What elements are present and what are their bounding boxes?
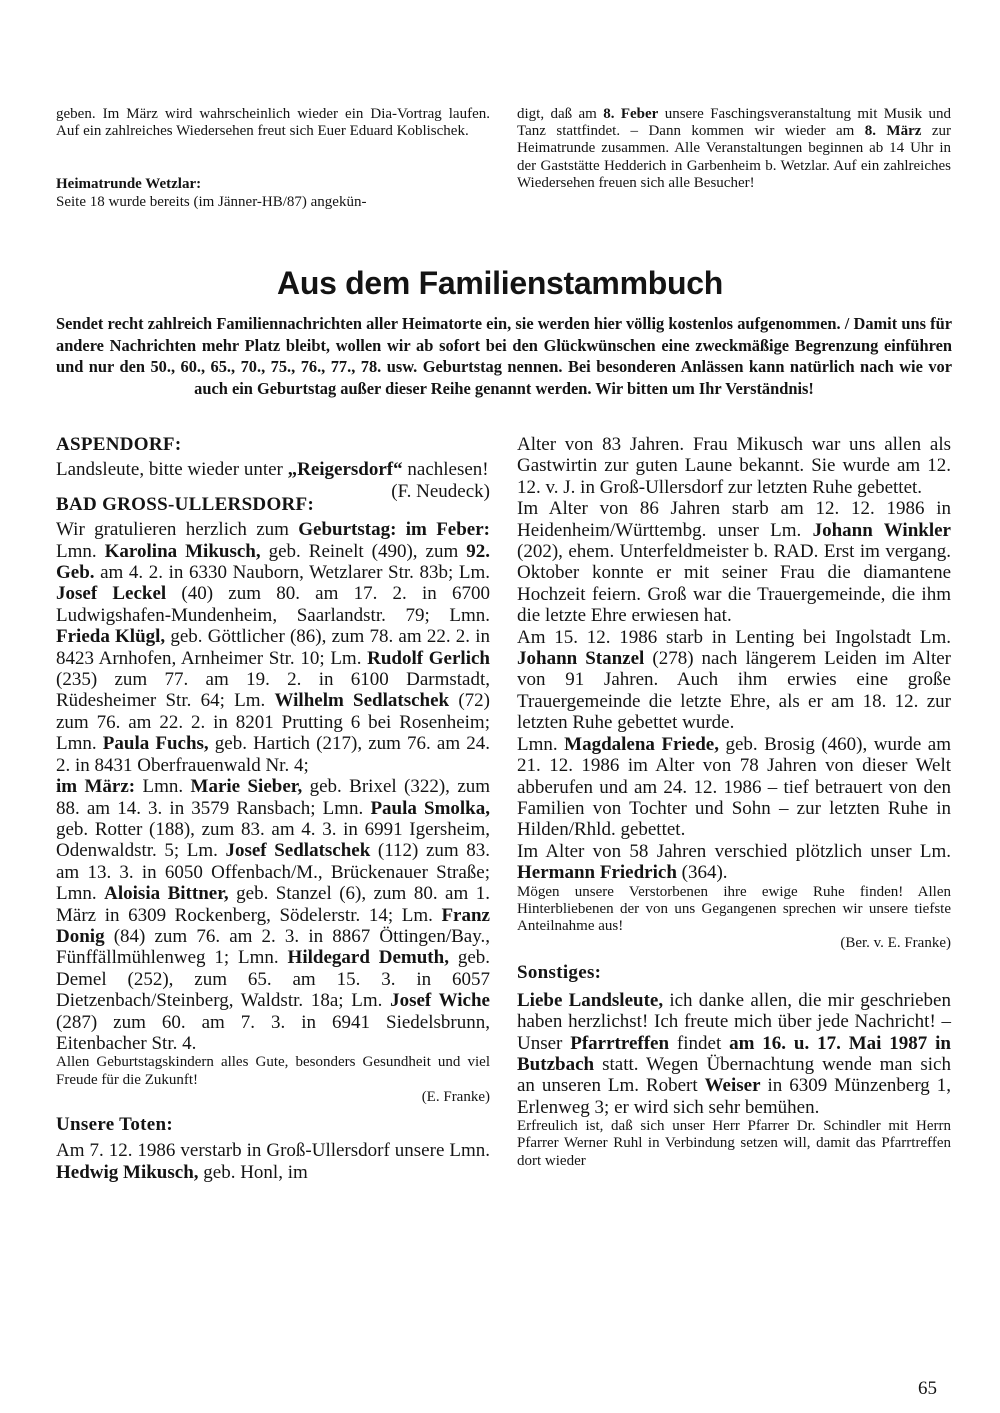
aspendorf-signature: (F. Neudeck) — [391, 480, 490, 502]
birthday-wishes: Allen Geburtstagskindern alles Gute, besonders Gesundheit und viel Freude für die Zukunft! — [56, 1054, 490, 1088]
wetzlar-continuation: digt, daß am 8. Feber unsere Faschingsveranstaltung mit Musik und Tanz stattfindet. – Dann kommen wir wieder am 8. März zur Heimatrunde zusammen. Alle Veranstaltungen beginnen ab 14 Uhr in der Gaststätte Hedderich in Garbenheim b. Wetzlar. Auf ein zahlreiches Wiedersehen freuen sich alle Besucher! — [517, 106, 951, 191]
feber-birthdays: Wir gratulieren herzlich zum Geburtstag: im Feber: Lmn. Karolina Mikusch, geb. Reinelt (490), zum 92. Geb. am 4. 2. in 6330 Nauborn, Wetzlarer Str. 83b; Lm. Josef Leckel (40) zum 80. am 17. 2. in 6700 Ludwigshafen-Mundenheim, Saarlandstr. 79; Lmn. Frieda Klügl, geb. Göttlicher (86), zum 78. am 22. 2. in 8423 Arnhofen, Arnheimer Str. 10; Lm. Rudolf Gerlich (235) zum 77. am 19. 2. in 6100 Darmstadt, Rüdesheimer Str. 64; Lm. Wilhelm Sedlatschek (72) zum 76. am 22. 2. in 8201 Prutting 6 bei Rosenheim; Lmn. Paula Fuchs, geb. Hartich (217), zum 76. am 24. 2. in 8431 Oberfrauenwald Nr. 4; — [56, 519, 491, 776]
winkler-obituary: Im Alter von 86 Jahren starb am 12. 12. 1986 in Heidenheim/Württembg. unser Lm. Johann Winkler (202), ehem. Unterfeldmeister b. RAD. Erst im vergang. Oktober konnte er mit seiner Frau die diamantene Hochzeit feiern. Groß war die Trauergemeinde, die ihm die letzte Ehre erwiesen hat. — [517, 498, 951, 627]
stanzel-obituary: Am 15. 12. 1986 starb in Lenting bei Ingolstadt Lm. Johann Stanzel (278) nach längerem Leiden im Alter von 91 Jahren. Auch ihm erwies eine große Trauergemeinde die letzte Ehre, als er am 18. 12. zur letzten Ruhe gebettet wurde. — [517, 626, 951, 734]
koblischek-paragraph: geben. Im März wird wahrscheinlich wieder ein Dia-Vortrag laufen. Auf ein zahlreiches Wiedersehen freut sich Euer Eduard Koblischek. — [56, 106, 490, 140]
unsere-toten-heading: Unsere Toten: — [56, 1113, 174, 1135]
left-column — [56, 434, 490, 1183]
mikusch-obituary: Alter von 83 Jahren. Frau Mikusch war uns allen als Gastwirtin zur guten Laune bekannt. Sie wurde am 12. 12. v. J. in Groß-Ullersdorf zur letzten Ruhe gebettet. — [517, 434, 951, 498]
sonstiges-text: Liebe Landsleute, ich danke allen, die mir geschrieben haben herzlichst! Ich freute mich über jede Nachricht! – Unser Pfarrtreffen findet am 16. u. 17. Mai 1987 in Butzbach statt. Wegen Übernachtung wende man sich an unseren Lm. Robert Weiser in 6309 Münzenberg 1, Erlenweg 3; er wird sich sehr bemühen. — [517, 989, 951, 1118]
page-number: 65 — [918, 1378, 937, 1399]
maerz-birthdays: im März: Lmn. Marie Sieber, geb. Brixel (322), zum 88. am 14. 3. in 3579 Ransbach; Lmn. Paula Smolka, geb. Rotter (188), zum 83. am 4. 3. in 6991 Igersheim, Odenwaldstr. 5; Lm. Josef Sedlatschek (112) zum 83. am 13. 3. in 6050 Offenbach/M., Brückenauer Straße; Lmn. Aloisia Bittner, geb. Stanzel (6), zum 80. am 1. März in 6309 Rockenberg, Södelerstr. 14; Lm. Franz Donig (84) zum 76. am 2. 3. in 8867 Öttingen/Bay., Fünffällmühlenweg 1; Lmn. Hildegard Demuth, geb. Demel (252), zum 65. am 15. 3. in 6057 Dietzenbach/Steinberg, Waldstr. 18a; Lm. Josef Wiche (287) zum 60. am 7. 3. in 6941 Siedelsbrunn, Eitenbacher Str. 4. — [56, 776, 491, 1054]
friede-obituary: Lmn. Magdalena Friede, geb. Brosig (460), wurde am 21. 12. 1986 im Alter von 78 Jahren von dieser Welt abberufen und am 24. 12. 1986 – tief betrauert von den Familien von Tochter und Sohn – zur letzten Ruhe in Hilden/Rhld. gebettet. — [517, 733, 951, 841]
top-right-column — [517, 106, 951, 192]
intro-paragraph: Sendet recht zahlreich Familiennachrichten aller Heimatorte ein, sie werden hier völlig kostenlos aufgenommen. / Damit uns für andere Nachrichten mehr Platz bleibt, wollen wir ab sofort bei den Glückwünschen eine zweckmäßige Begrenzung einführen und nur den 50., 60., 65., 70., 75., 76., 77., 78. usw. Geburtstag nennen. Bei besonderen Anlässen kann natürlich nach wie vor auch ein Geburtstag außer dieser Reihe genannt werden. Wir bitten um Ihr Verständnis! — [56, 314, 952, 398]
aspendorf-heading: ASPENDORF: — [56, 434, 182, 455]
section-title: Aus dem Familienstammbuch — [277, 265, 723, 301]
bad-gross-ullersdorf-heading: BAD GROSS-ULLERSDORF: — [56, 493, 315, 515]
wetzlar-text: Seite 18 wurde bereits (im Jänner-HB/87) angekün- — [56, 193, 367, 210]
toten-text: Am 7. 12. 1986 verstarb in Groß-Ullersdorf unsere Lmn. Hedwig Mikusch, geb. Honl, im — [56, 1140, 490, 1183]
condolence: Mögen unsere Verstorbenen ihre ewige Ruhe finden! Allen Hinterbliebenen der von uns Gegangenen sprechen wir unsere tiefste Anteilnahme aus! — [517, 883, 951, 934]
sonstiges-heading: Sonstiges: — [517, 962, 602, 984]
right-column — [517, 434, 951, 1170]
pfarrtreffen-note: Erfreulich ist, daß sich unser Herr Pfarrer Dr. Schindler mit Herrn Pfarrer Werner Ruhl in Verbindung setzen will, damit das Pfarrtreffen dort wieder — [517, 1118, 951, 1169]
wetzlar-heading: Heimatrunde Wetzlar: — [56, 176, 202, 193]
friedrich-obituary: Im Alter von 58 Jahren verschied plötzlich unser Lm. Hermann Friedrich (364). — [517, 840, 951, 884]
aspendorf-text: Landsleute, bitte wieder unter „Reigersdorf“ nachlesen! (F. Neudeck) — [56, 459, 490, 502]
condolence-signature: (Ber. v. E. Franke) — [840, 935, 951, 952]
wishes-signature: (E. Franke) — [421, 1088, 490, 1105]
top-left-column — [56, 106, 490, 211]
